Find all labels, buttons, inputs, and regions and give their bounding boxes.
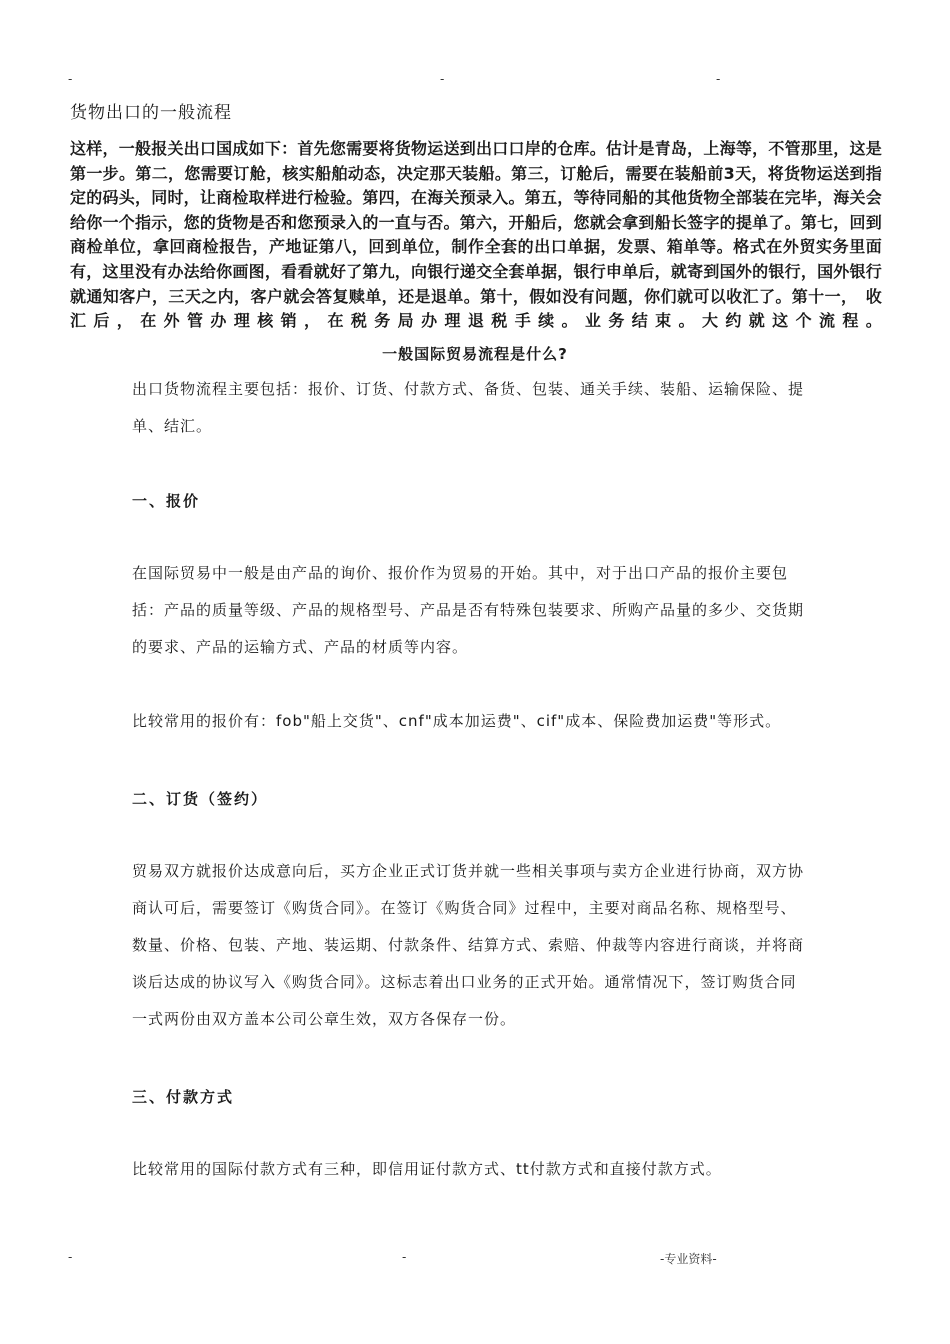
- section-quote-paragraph-1: 在国际贸易中一般是由产品的询价、报价作为贸易的开始。其中，对于出口产品的报价主要包括：产品的质量等级、产品的规格型号、产品是否有特殊包装要求、所购产品量的多少、交货期的要求、产品的运输方式、产品的材质等内容。: [132, 564, 805, 656]
- footer-mark-left: -: [68, 1250, 73, 1264]
- section-order-paragraph: 贸易双方就报价达成意向后，买方企业正式订货并就一些相关事项与卖方企业进行协商，双方协商认可后，需要签订《购货合同》。在签订《购货合同》过程中，主要对商品名称、规格型号、数量、价格、包装、产地、装运期、付款条件、结算方式、索赔、仲裁等内容进行商谈，并将商谈后达成的协议写入《购货合同》。这标志着出口业务的正式开始。通常情况下，签订购货合同一式两份由双方盖本公司公章生效，双方各保存一份。: [132, 862, 805, 1028]
- header-mark-right: -: [716, 72, 721, 86]
- header-mark-left: -: [68, 72, 73, 86]
- section-heading-order: 二、订货（签约）: [132, 790, 269, 808]
- section-quote-paragraph-2: 比较常用的报价有：fob"船上交货"、cnf"成本加运费"、cif"成本、保险费加运费"等形式。: [132, 712, 782, 730]
- footer-label: -专业资料-: [660, 1252, 717, 1266]
- footer-mark-center: -: [402, 1250, 407, 1264]
- subtitle: 一般国际贸易流程是什么?: [382, 345, 568, 363]
- document-title: 货物出口的一般流程: [70, 103, 232, 123]
- section-heading-payment: 三、付款方式: [132, 1088, 235, 1106]
- section-payment-paragraph: 比较常用的国际付款方式有三种，即信用证付款方式、tt付款方式和直接付款方式。: [132, 1160, 722, 1178]
- section-heading-quote: 一、报价: [132, 492, 201, 510]
- header-mark-center: -: [440, 72, 445, 86]
- intro-paragraph: 这样，一般报关出口国成如下：首先您需要将货物运送到出口口岸的仓库。估计是青岛，上海等，不管那里，这是第一步。第二，您需要订舱，核实船舶动态，决定那天装船。第三，订舱后，需要在装船前3天，将货物运送到指定的码头，同时，让商检取样进行检验。第四，在海关预录入。第五，等待同船的其他货物全部装在完毕，海关会给你一个指示，您的货物是否和您预录入的一直与否。第六，开船后，您就会拿到船长签字的提单了。第七，回到商检单位，拿回商检报告，产地证第八，回到单位，制作全套的出口单据，发票、箱单等。格式在外贸实务里面有，这里没有办法给你画图，看看就好了第九，向银行递交全套单据，银行申单后，就寄到国外的银行，国外银行就通知客户，三天之内，客户就会答复赎单，还是退单。第十，假如没有问题，你们就可以收汇了。第十一， 收汇后，在外管办理核销，在税务局办理退税手续。业务结束。大约就这个流程。: [70, 139, 882, 331]
- overview-paragraph: 出口货物流程主要包括：报价、订货、付款方式、备货、包装、通关手续、装船、运输保险、提单、结汇。: [132, 380, 805, 435]
